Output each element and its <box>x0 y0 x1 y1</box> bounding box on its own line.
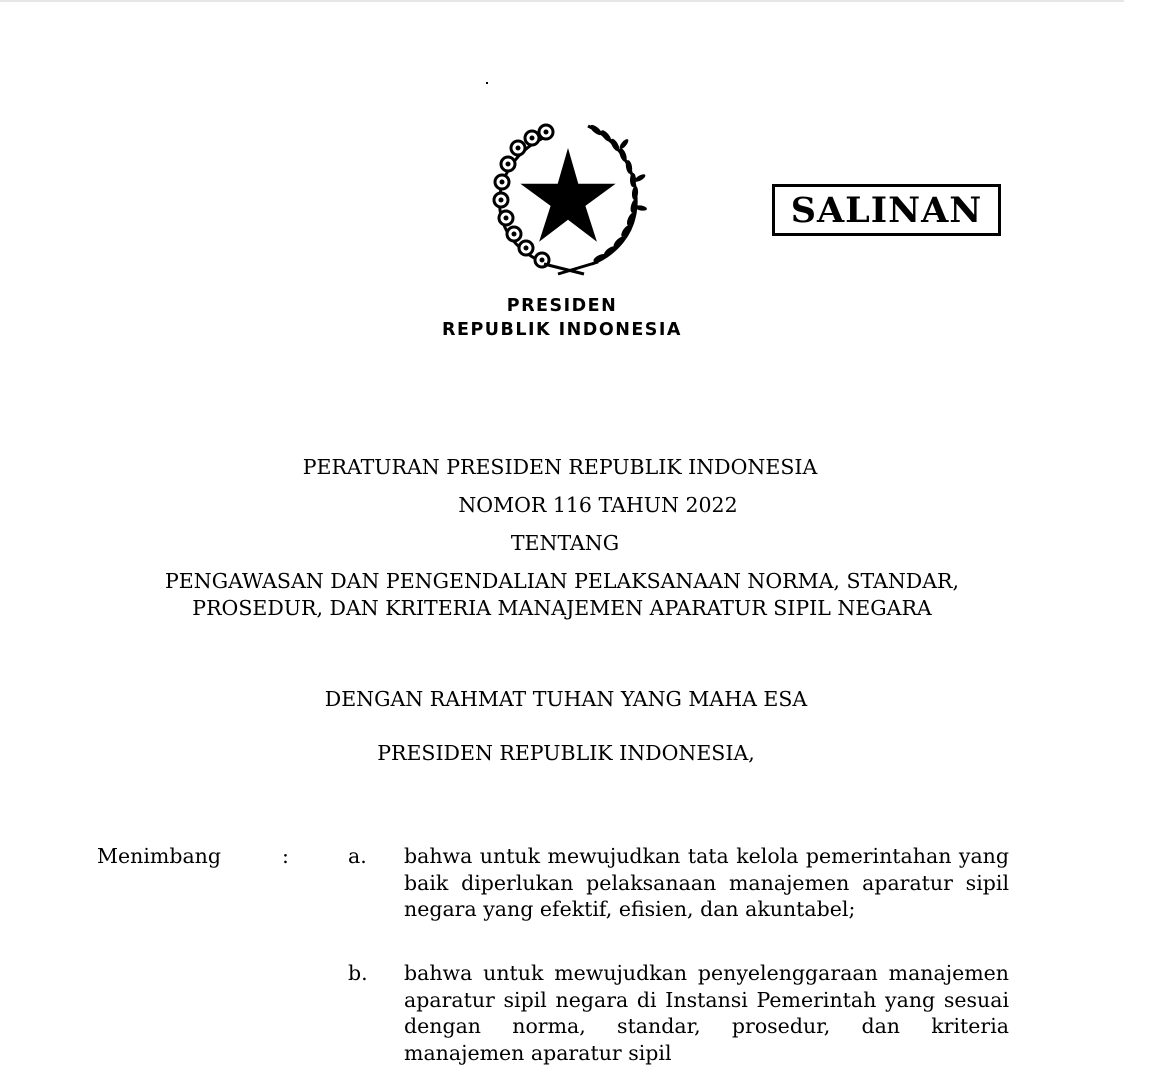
item-b-text: bahwa untuk mewujudkan penyelenggaraan manajemen aparatur sipil negara di Instansi Pemerintah yang sesuai dengan norma, standar, prosedur, dan kriteria manajemen aparatur sipil <box>404 961 1009 1065</box>
scan-speck <box>486 82 488 84</box>
item-a-text: bahwa untuk mewujudkan tata kelola pemerintahan yang baik diperlukan pelaksanaan manajemen aparatur sipil negara yang efektif, efisien, dan akuntabel; <box>404 844 1009 921</box>
salinan-stamp: SALINAN <box>772 184 1001 236</box>
regulation-number: NOMOR 116 TAHUN 2022 <box>458 493 738 517</box>
item-b-marker: b. <box>348 961 368 985</box>
item-a-marker: a. <box>348 844 367 868</box>
garuda-star-emblem-icon <box>488 118 648 278</box>
regulation-subject-line2: PROSEDUR, DAN KRITERIA MANAJEMEN APARATUR SIPIL NEGARA <box>192 596 932 620</box>
menimbang-label: Menimbang <box>97 844 221 868</box>
republic-label: REPUBLIK INDONESIA <box>442 320 682 340</box>
blessing-line: DENGAN RAHMAT TUHAN YANG MAHA ESA <box>324 687 808 711</box>
regulation-subject-line1: PENGAWASAN DAN PENGENDALIAN PELAKSANAAN NORMA, STANDAR, <box>165 569 959 593</box>
regulation-about: TENTANG <box>510 531 620 555</box>
president-label: PRESIDEN <box>506 296 618 316</box>
regulation-title: PERATURAN PRESIDEN REPUBLIK INDONESIA <box>302 455 818 479</box>
page-top-edge <box>0 0 1124 2</box>
president-line: PRESIDEN REPUBLIK INDONESIA, <box>377 741 755 765</box>
menimbang-colon: : <box>282 844 289 868</box>
